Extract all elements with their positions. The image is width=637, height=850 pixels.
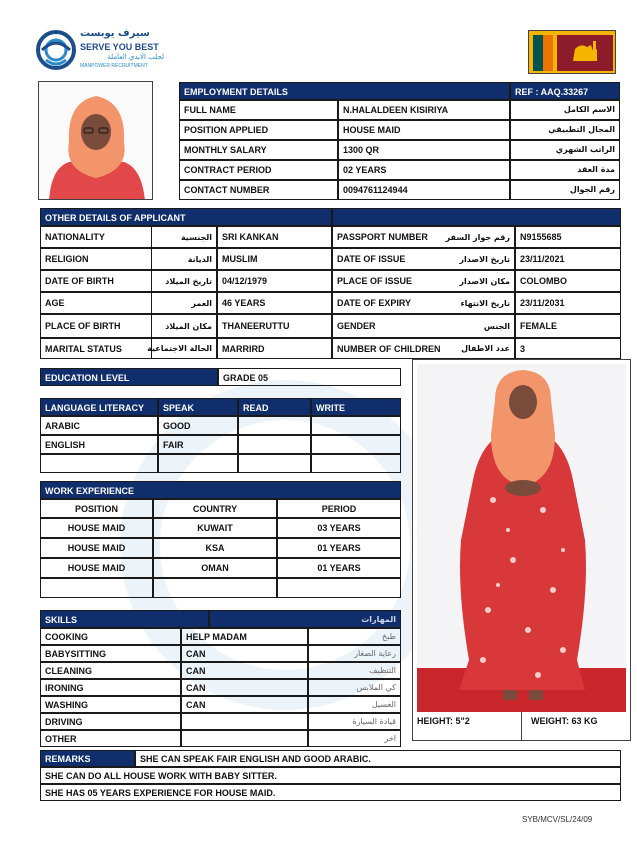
work-row-country: OMAN	[153, 558, 277, 578]
expiry-value: 23/11/2031	[515, 292, 621, 314]
passport-ar: رقم جواز السفر	[432, 226, 515, 248]
work-row-period: 01 YEARS	[277, 538, 401, 558]
lang-english: ENGLISH	[40, 435, 158, 454]
work-row-period: 03 YEARS	[277, 518, 401, 538]
age-value: 46 YEARS	[217, 292, 332, 314]
passport-label: PASSPORT NUMBER	[332, 226, 432, 248]
religion-label: RELIGION	[40, 248, 152, 270]
full-name-ar: الاسم الكامل	[510, 100, 620, 120]
work-header: WORK EXPERIENCE	[40, 481, 401, 499]
skill-driving-value	[181, 713, 308, 730]
work-row-empty	[40, 578, 153, 598]
employment-header: EMPLOYMENT DETAILS	[179, 82, 510, 100]
skill-driving: DRIVING	[40, 713, 181, 730]
ref-number: REF : AAQ.33267	[510, 82, 620, 100]
skill-cleaning: CLEANING	[40, 662, 181, 679]
work-row-country: KSA	[153, 538, 277, 558]
issue-date-ar: تاريخ الاصدار	[432, 248, 515, 270]
remarks-line: SHE CAN SPEAK FAIR ENGLISH AND GOOD ARABIC.	[135, 750, 621, 767]
expiry-ar: تاريخ الانتهاء	[432, 292, 515, 314]
skill-other-value	[181, 730, 308, 747]
skill-washing: WASHING	[40, 696, 181, 713]
height-label: HEIGHT: 5"2	[417, 716, 470, 726]
contract-value: 02 YEARS	[338, 160, 510, 180]
full-name-label: FULL NAME	[179, 100, 338, 120]
skill-babysitting: BABYSITTING	[40, 645, 181, 662]
skill-ironing: IRONING	[40, 679, 181, 696]
pob-ar: مكان الميلاد	[110, 314, 217, 338]
position-value: HOUSE MAID	[338, 120, 510, 140]
education-value: GRADE 05	[218, 368, 401, 386]
position-label: POSITION APPLIED	[179, 120, 338, 140]
photo-divider	[521, 712, 522, 740]
skill-ironing-ar: كي الملابس	[308, 679, 401, 696]
work-col-country: COUNTRY	[153, 499, 277, 518]
dob-ar: تاريخ الميلاد	[110, 270, 217, 292]
contact-ar: رقم الجوال	[510, 180, 620, 200]
applicant-photo-full	[412, 359, 631, 741]
nationality-label: NATIONALITY	[40, 226, 152, 248]
logo-sub: MANPOWER RECRUITMENT	[80, 63, 148, 69]
lang-empty-write	[311, 454, 401, 473]
skill-cooking-value: HELP MADAM	[181, 628, 308, 645]
contract-label: CONTRACT PERIOD	[179, 160, 338, 180]
issue-place-value: COLOMBO	[515, 270, 621, 292]
skills-header: SKILLS	[40, 610, 209, 628]
language-header: LANGUAGE LITERACY	[40, 398, 158, 416]
work-row-period: 01 YEARS	[277, 558, 401, 578]
work-row-country: KUWAIT	[153, 518, 277, 538]
lang-english-read	[238, 435, 311, 454]
age-label: AGE	[40, 292, 152, 314]
lang-empty-speak	[158, 454, 238, 473]
age-ar: العمر	[110, 292, 217, 314]
salary-ar: الراتب الشهري	[510, 140, 620, 160]
children-label: NUMBER OF CHILDREN	[332, 338, 444, 359]
remarks-label: REMARKS	[40, 750, 135, 767]
education-label: EDUCATION LEVEL	[40, 368, 218, 386]
nationality-value: SRI KANKAN	[217, 226, 332, 248]
marital-ar: الحالة الاجتماعية	[110, 338, 217, 359]
issue-place-ar: مكان الاصدار	[432, 270, 515, 292]
skill-other-ar: اخر	[308, 730, 401, 747]
logo-arabic: سيرف يوبست	[80, 28, 150, 39]
work-row-position: HOUSE MAID	[40, 538, 153, 558]
write-header: WRITE	[311, 398, 401, 416]
skill-cleaning-ar: التنظيف	[308, 662, 401, 679]
skill-cooking-ar: طبخ	[308, 628, 401, 645]
lion-icon	[557, 35, 613, 71]
remarks-line: SHE CAN DO ALL HOUSE WORK WITH BABY SITTER.	[40, 767, 621, 784]
expiry-label: DATE OF EXPIRY	[332, 292, 432, 314]
children-ar: عدد الاطفال	[444, 338, 515, 359]
pob-value: THANEERUTTU	[217, 314, 332, 338]
contact-label: CONTACT NUMBER	[179, 180, 338, 200]
issue-place-label: PLACE OF ISSUE	[332, 270, 432, 292]
skill-washing-value: CAN	[181, 696, 308, 713]
skill-cooking: COOKING	[40, 628, 181, 645]
work-col-position: POSITION	[40, 499, 153, 518]
logo-arabic-sub: لجلب الايدي العاملة	[107, 53, 164, 61]
lang-arabic-write	[311, 416, 401, 435]
company-logo	[36, 28, 166, 74]
children-value: 3	[515, 338, 621, 359]
gender-label: GENDER	[332, 314, 432, 338]
pob-label: PLACE OF BIRTH	[40, 314, 152, 338]
marital-label: MARITAL STATUS	[40, 338, 152, 359]
salary-value: 1300 QR	[338, 140, 510, 160]
read-header: READ	[238, 398, 311, 416]
lang-empty-read	[238, 454, 311, 473]
religion-ar: الديانة	[110, 248, 217, 270]
skill-washing-ar: الغسيل	[308, 696, 401, 713]
issue-date-label: DATE OF ISSUE	[332, 248, 432, 270]
skills-header-ar: المهارات	[209, 610, 401, 628]
gender-ar: الجنس	[432, 314, 515, 338]
lang-english-write	[311, 435, 401, 454]
footer-code: SYB/MCV/SL/24/09	[522, 815, 593, 824]
contract-ar: مدة العقد	[510, 160, 620, 180]
nationality-ar: الجنسية	[110, 226, 217, 248]
lang-arabic-speak: GOOD	[158, 416, 238, 435]
lang-arabic-read	[238, 416, 311, 435]
contact-value: 0094761124944	[338, 180, 510, 200]
work-row-empty	[153, 578, 277, 598]
religion-value: MUSLIM	[217, 248, 332, 270]
logo-globe-icon	[36, 28, 76, 72]
passport-value: N9155685	[515, 226, 621, 248]
other-details-header-right	[332, 208, 621, 226]
marital-value: MARRIRD	[217, 338, 332, 359]
dob-value: 04/12/1979	[217, 270, 332, 292]
skill-driving-ar: قيادة السيارة	[308, 713, 401, 730]
issue-date-value: 23/11/2021	[515, 248, 621, 270]
skill-babysitting-value: CAN	[181, 645, 308, 662]
logo-name: SERVE YOU BEST	[80, 42, 159, 52]
work-col-period: PERIOD	[277, 499, 401, 518]
position-ar: المجال التطبيقي	[510, 120, 620, 140]
skill-cleaning-value: CAN	[181, 662, 308, 679]
skill-ironing-value: CAN	[181, 679, 308, 696]
lang-english-speak: FAIR	[158, 435, 238, 454]
lang-empty	[40, 454, 158, 473]
skill-babysitting-ar: رعاية الصغار	[308, 645, 401, 662]
full-name-value: N.HALALDEEN KISIRIYA	[338, 100, 510, 120]
weight-label: WEIGHT: 63 KG	[531, 716, 598, 726]
speak-header: SPEAK	[158, 398, 238, 416]
dob-label: DATE OF BIRTH	[40, 270, 152, 292]
salary-label: MONTHLY SALARY	[179, 140, 338, 160]
sri-lanka-flag	[528, 30, 616, 74]
work-row-empty	[277, 578, 401, 598]
lang-arabic: ARABIC	[40, 416, 158, 435]
work-row-position: HOUSE MAID	[40, 558, 153, 578]
skill-other: OTHER	[40, 730, 181, 747]
other-details-header: OTHER DETAILS OF APPLICANT	[40, 208, 332, 226]
gender-value: FEMALE	[515, 314, 621, 338]
work-row-position: HOUSE MAID	[40, 518, 153, 538]
remarks-line: SHE HAS 05 YEARS EXPERIENCE FOR HOUSE MAID.	[40, 784, 621, 801]
applicant-photo-small	[38, 81, 153, 200]
